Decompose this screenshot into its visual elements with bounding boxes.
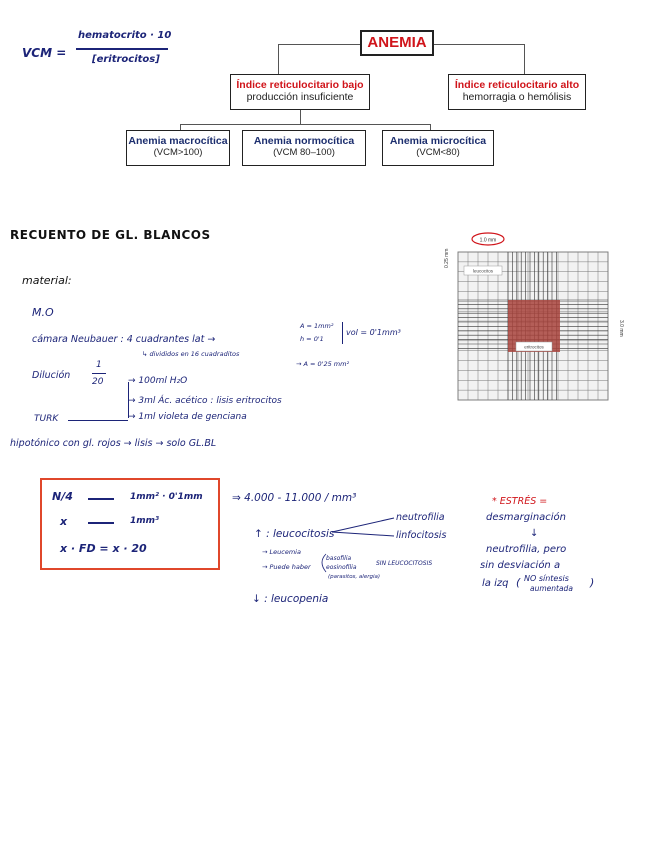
camara-line: cámara Neubauer : 4 cuadrantes lat → (32, 334, 216, 345)
formula-dash2 (88, 522, 114, 524)
formula-line3: x · FD = x · 20 (60, 542, 147, 555)
low-reticulocyte-sub: producción insuficiente (246, 91, 354, 103)
normocytic-title: Anemia normocítica (253, 135, 355, 147)
formula-line1-right: 1mm² · 0'1mm (130, 492, 203, 502)
stress-paren-close: ) (590, 576, 595, 589)
leucemia-text: → Leucemia (262, 548, 301, 556)
tree-line-low-down (300, 110, 301, 124)
puede-bracket (316, 552, 328, 574)
anemia-root-box (360, 30, 434, 56)
formula-line2-left: x (60, 515, 68, 528)
eosinofilia-text: eosinofilia (326, 564, 357, 571)
area-h: h = 0'1 (300, 335, 324, 343)
grid-right-label: 3.0 mm (618, 320, 624, 337)
turk-d1: → 100ml H₂O (128, 376, 188, 386)
formula-line1-left: N/4 (52, 490, 73, 503)
high-reticulocyte-sub: hemorragia o hemólisis (462, 91, 572, 103)
stress-n4b: aumentada (530, 584, 573, 593)
linfocitosis-text: linfocitosis (396, 530, 447, 541)
stress-arrow: ↓ (530, 528, 539, 539)
dilucion-denominator: 20 (92, 377, 104, 387)
stress-paren-open: ( (516, 576, 521, 589)
macrocytic-sub: (VCM>100) (153, 147, 203, 158)
anemia-root-title: ANEMIA (367, 34, 427, 51)
macrocytic-title: Anemia macrocítica (128, 135, 228, 147)
tree-line-root-right (434, 44, 524, 45)
low-reticulocyte-box (230, 74, 370, 110)
puede-bracket-path (322, 554, 326, 572)
sin-leucocitosis-text: SIN LEUCOCITOSIS (376, 560, 433, 567)
tree-line-down-high (524, 44, 525, 74)
puede-haber-text: → Puede haber (262, 563, 311, 571)
turk-arrow-line (68, 420, 128, 421)
stress-n1: neutrofilia, pero (486, 544, 567, 555)
formula-dash1 (88, 498, 114, 500)
low-reticulocyte-title: Índice reticulocitario bajo (236, 79, 364, 91)
high-reticulocyte-box (448, 74, 586, 110)
formula-line2-right: 1mm³ (130, 516, 159, 526)
neubauer-svg (440, 232, 626, 404)
microcytic-title: Anemia microcítica (389, 135, 487, 147)
area-small: → A = 0'25 mm² (296, 360, 350, 368)
high-reticulocyte-title: Índice reticulocitario alto (454, 79, 580, 91)
stress-n4a: NO síntesis (524, 574, 569, 583)
turk-label: TURK (34, 414, 59, 424)
microcytic-box (382, 130, 494, 166)
vcm-denominator: [eritrocitos] (92, 54, 160, 65)
dilucion-fraction-line (92, 373, 106, 374)
vcm-fraction-line (76, 48, 168, 50)
tree-line-root-left (278, 44, 360, 45)
parasitos-text: (parasitos, alergia) (328, 574, 380, 580)
grid-leuco-label: leucocitos (472, 268, 494, 274)
basofilia-text: basofilia (326, 555, 352, 562)
normocytic-box (242, 130, 366, 166)
macrocytic-box (126, 130, 230, 166)
neutrofilia-text: neutrofilia (396, 512, 445, 523)
range-text: ⇒ 4.000 - 11.000 / mm³ (232, 492, 357, 504)
vol-label: vol = 0'1mm³ (346, 328, 401, 337)
vcm-numerator: hematocrito · 10 (78, 30, 172, 41)
grid-left-label: 0.25 mm (444, 248, 450, 268)
camara-sub: ↳ divididos en 16 cuadraditos (142, 350, 240, 358)
stress-n2: sin desviación a (480, 560, 561, 571)
neubauer-diagram (440, 232, 626, 404)
turk-d2: → 3ml Ác. acético : lisis eritrocitos (128, 396, 282, 406)
area-brace (340, 322, 343, 344)
microcytic-sub: (VCM<80) (416, 147, 460, 158)
stress-n3: la izq (482, 578, 509, 589)
stress-title: * ESTRÉS = (492, 496, 548, 507)
section-title: RECUENTO DE GL. BLANCOS (10, 228, 211, 242)
vcm-label: VCM = (22, 46, 67, 60)
leucocitosis-branch-arrows (330, 510, 400, 542)
tree-line-children (180, 124, 430, 125)
leucocitosis-text: ↑ : leucocitosis (254, 528, 335, 540)
material-label: material: (22, 274, 72, 287)
dilucion-label: Dilución (32, 370, 71, 381)
branch-arrow-down (332, 532, 394, 536)
dilucion-numerator: 1 (96, 360, 102, 370)
hipotonico-line: hipotónico con gl. rojos → lisis → solo GL.BL (10, 438, 217, 449)
grid-top-label: 1.0 mm (479, 237, 497, 244)
leucopenia-text: ↓ : leucopenia (252, 593, 329, 605)
grid-eritro-label: eritrocitos (524, 344, 544, 350)
area-a: A = 1mm² (300, 322, 334, 330)
turk-d3: → 1ml violeta de genciana (128, 412, 247, 422)
mo-label: M.O (32, 306, 54, 319)
stress-line: desmarginación (486, 512, 567, 523)
tree-line-down-low (278, 44, 279, 74)
normocytic-sub: (VCM 80–100) (273, 147, 335, 158)
branch-arrow-up (332, 518, 394, 532)
